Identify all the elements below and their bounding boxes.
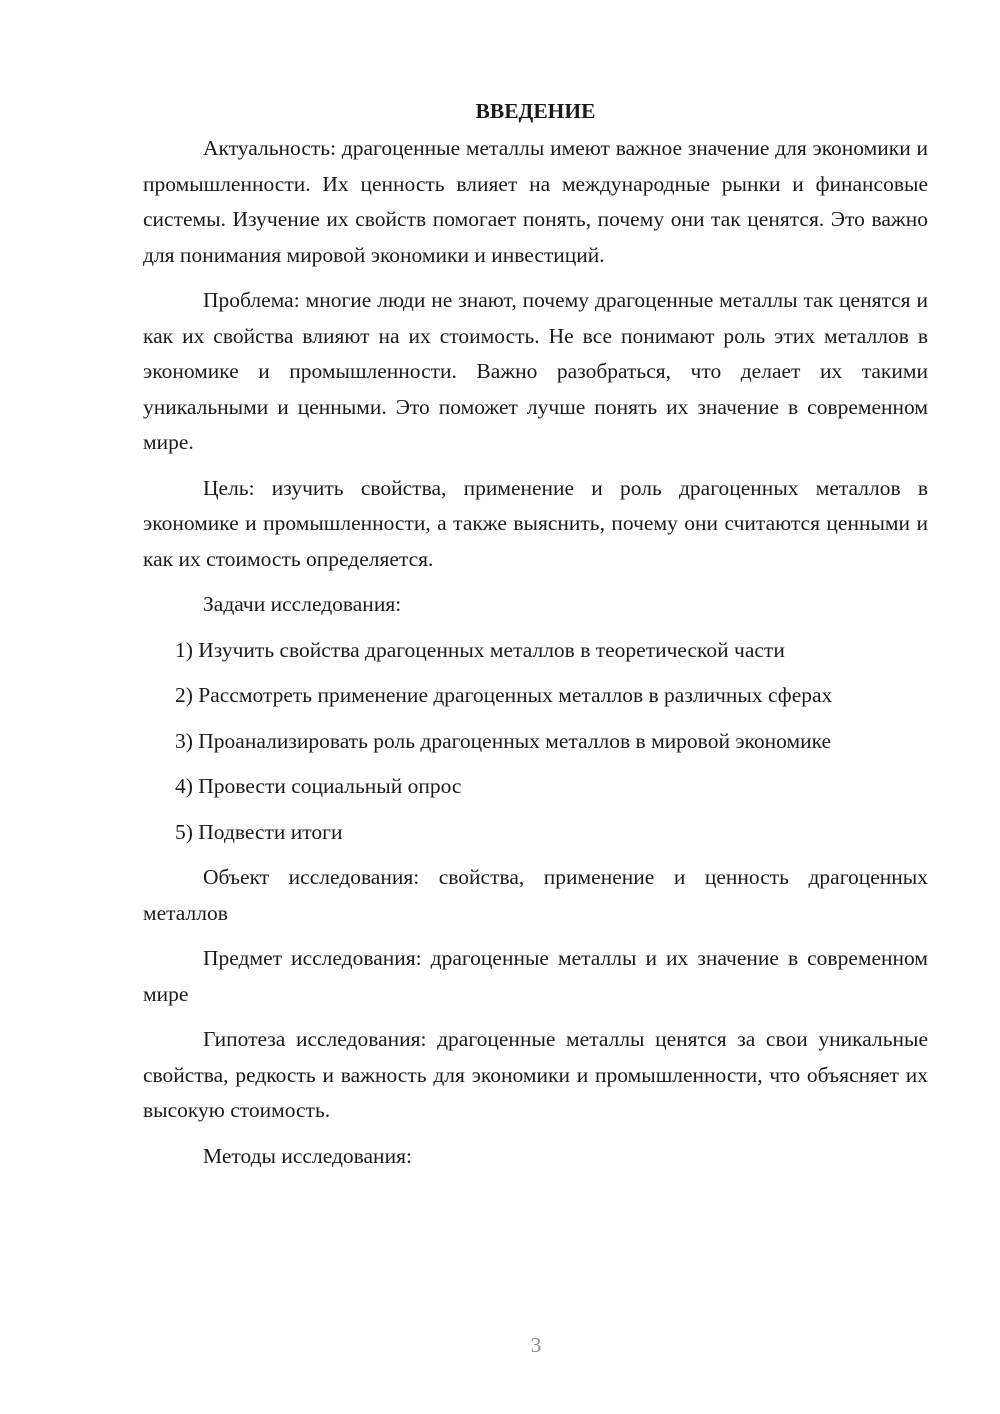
task-item-3: 3) Проанализировать роль драгоценных металлов в мировой экономике — [175, 728, 832, 753]
object-paragraph: Объект исследования: свойства, применение и ценность драгоценных металлов — [143, 865, 928, 925]
goal-paragraph: Цель: изучить свойства, применение и роль драгоценных металлов в экономике и промышленности, а также выяснить, почему они считаются ценными и как их стоимость определяется. — [143, 475, 928, 571]
methods-title: Методы исследования: — [203, 1143, 412, 1168]
task-item-2: 2) Рассмотреть применение драгоценных металлов в различных сферах — [175, 683, 833, 707]
relevance-paragraph: Актуальность: драгоценные металлы имеют важное значение для экономики и промышленности. Их ценность влияет на международные рынки и финансовые системы. Изучение их свойств помогает понять, почему они так ценятся. Это важно для понимания мировой экономики и инвестиций. — [143, 136, 928, 267]
page-number: 3 — [530, 1333, 542, 1357]
task-item-5: 5) Подвести итоги — [175, 819, 343, 844]
problem-paragraph: Проблема: многие люди не знают, почему драгоценные металлы так ценятся и как их свойства влияют на их стоимость. Не все понимают роль этих металлов в экономике и промышленности. Важно разобраться, что делает их такими уникальными и ценными. Это поможет лучше понять их значение в современном мире. — [143, 288, 928, 454]
hypothesis-paragraph: Гипотеза исследования: драгоценные металлы ценятся за свои уникальные свойства, редкость и важность для экономики и промышленности, что объясняет их высокую стоимость. — [143, 1027, 928, 1122]
section-heading: ВВЕДЕНИЕ — [475, 99, 596, 123]
subject-paragraph: Предмет исследования: драгоценные металлы и их значение в современном мире — [143, 946, 928, 1006]
task-item-4: 4) Провести социальный опрос — [175, 774, 462, 798]
page-content — [143, 94, 928, 1184]
tasks-title: Задачи исследования: — [203, 592, 402, 616]
task-item-1: 1) Изучить свойства драгоценных металлов в теоретической части — [175, 637, 785, 662]
